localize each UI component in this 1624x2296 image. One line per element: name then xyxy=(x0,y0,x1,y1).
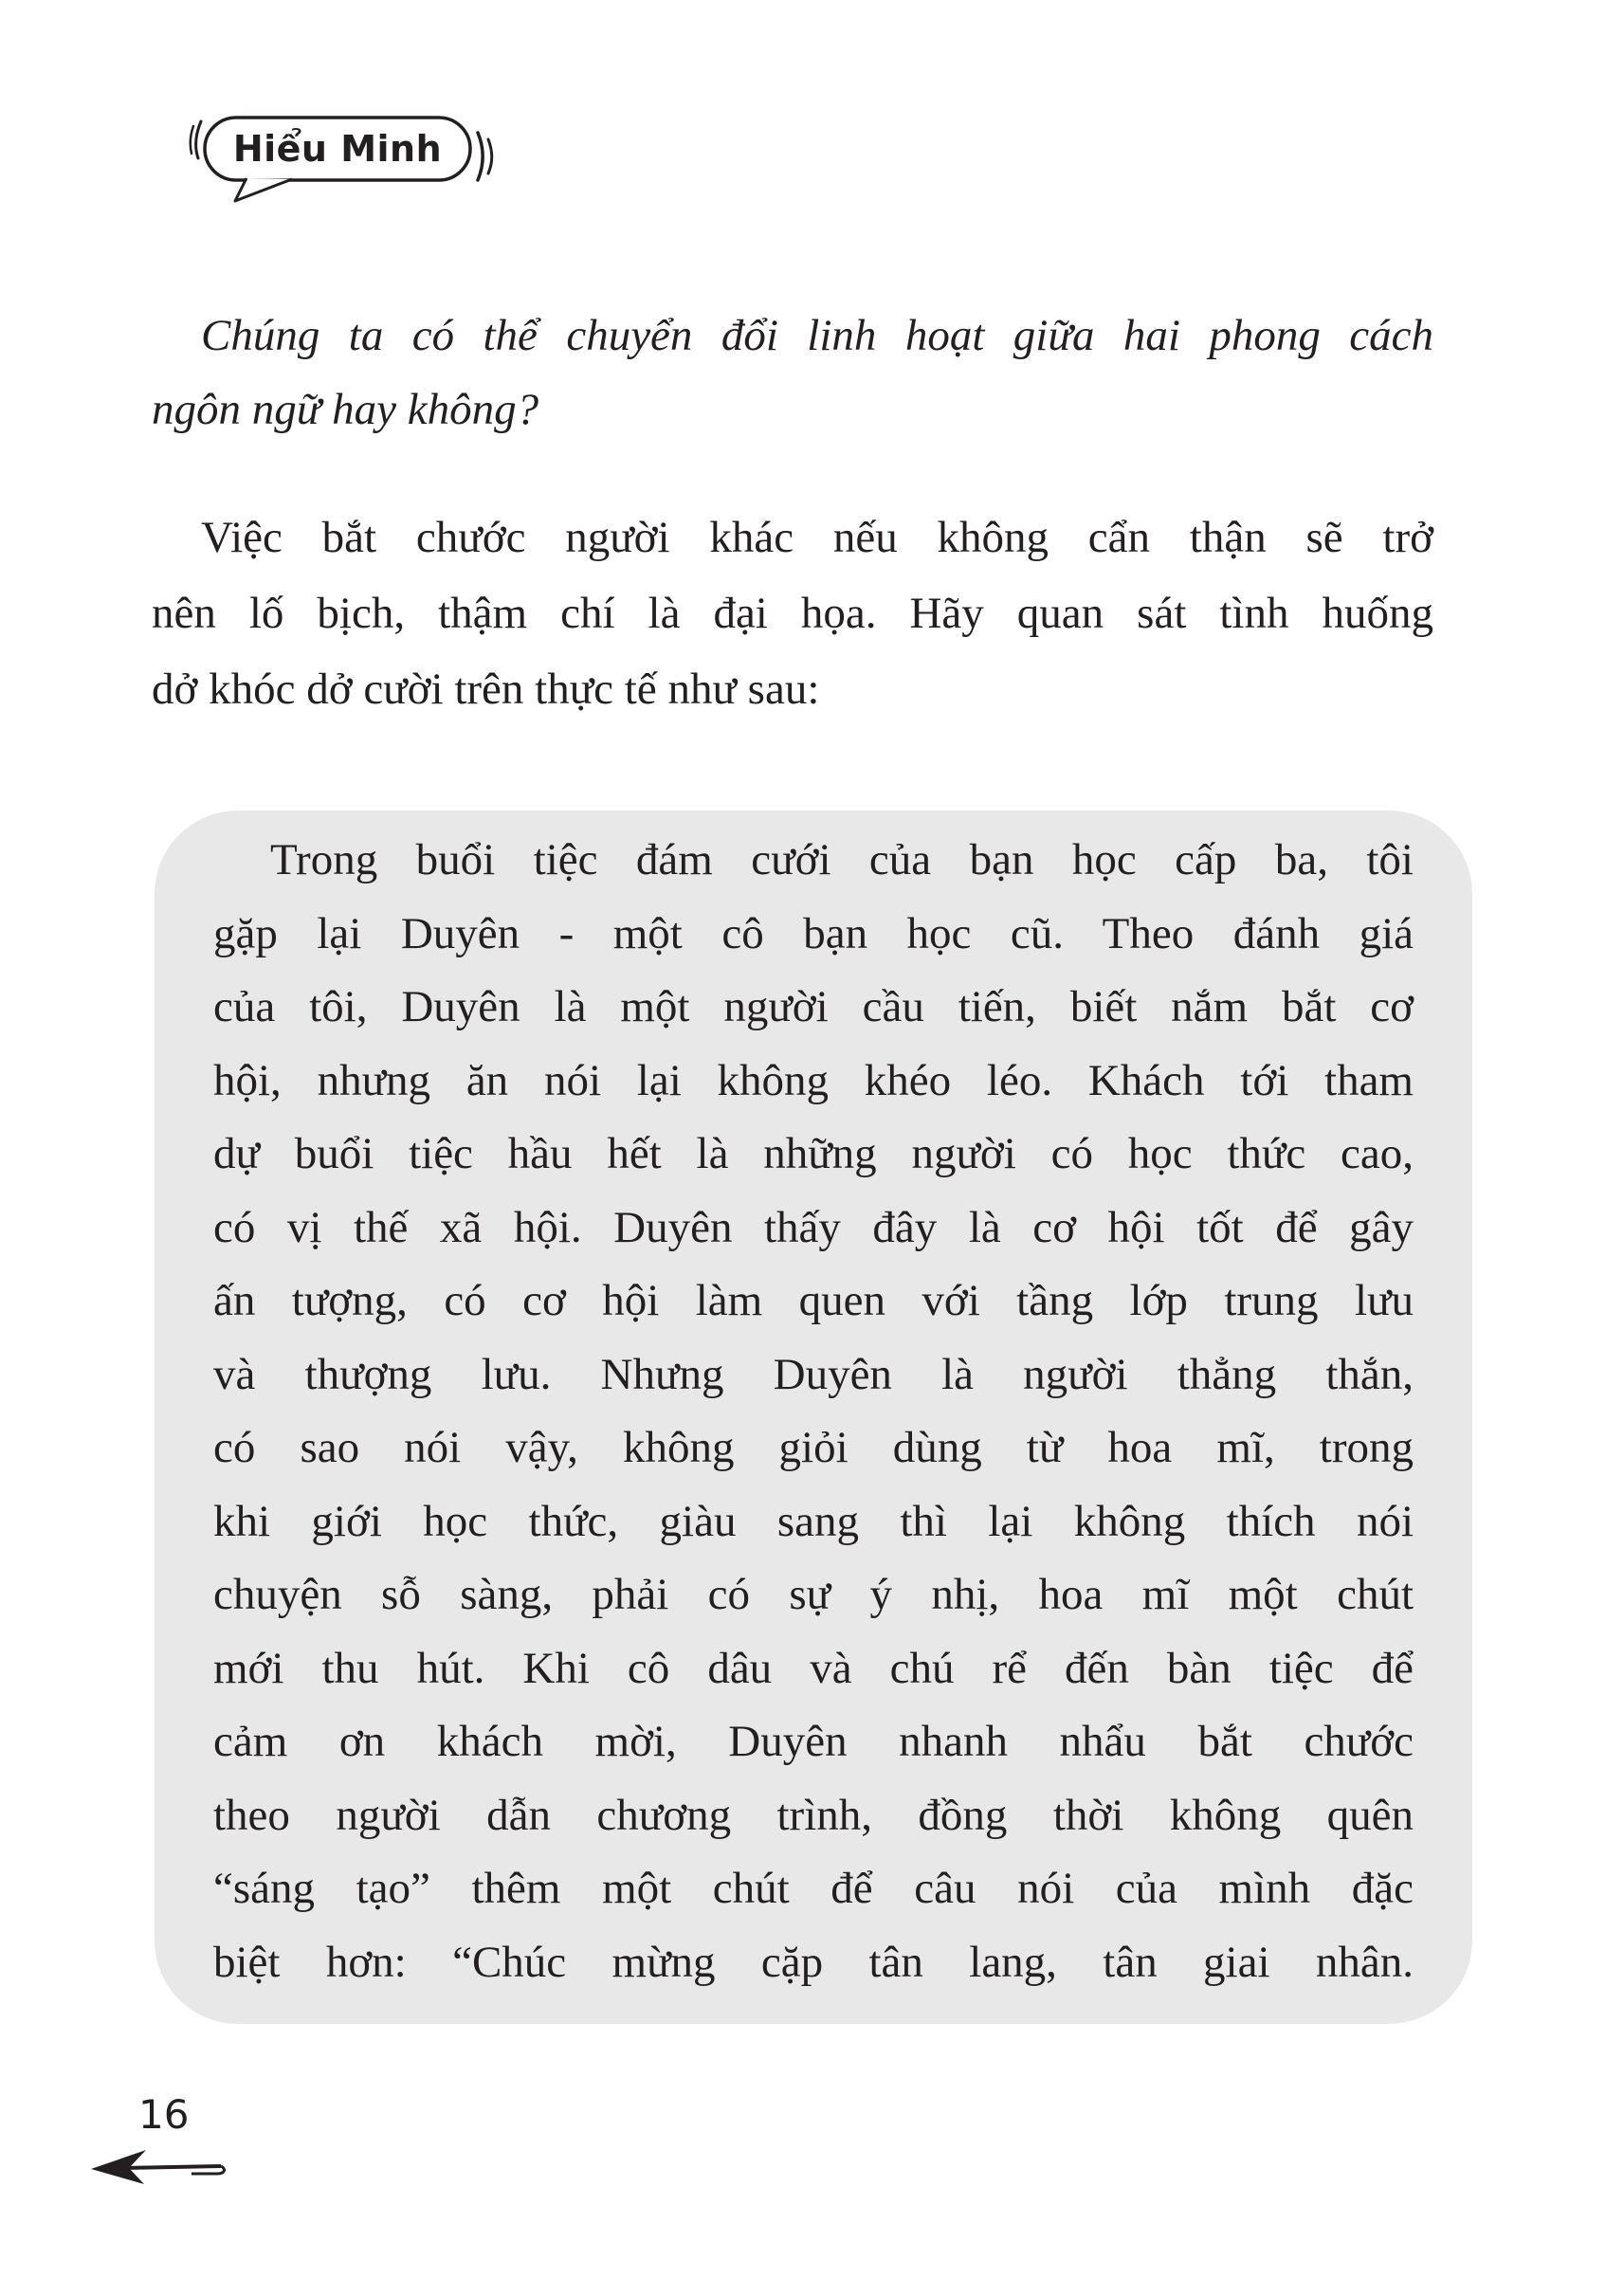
text-line: và thượng lưu. Nhưng Duyên là người thẳng thắn, xyxy=(213,1349,1414,1399)
text-line: có sao nói vậy, không giỏi dùng từ hoa mĩ, trong xyxy=(213,1423,1414,1472)
page-arrow-icon xyxy=(87,2142,229,2192)
text-line: chuyện sỗ sàng, phải có sự ý nhị, hoa mĩ một chút xyxy=(213,1570,1414,1619)
text-line: biệt hơn: “Chúc mừng cặp tân lang, tân giai nhân. xyxy=(213,1937,1414,1987)
text-line: mới thu hút. Khi cô dâu và chú rể đến bàn tiệc để xyxy=(213,1643,1414,1693)
text-line: “sáng tạo” thêm một chút để câu nói của mình đặc xyxy=(213,1864,1414,1913)
page-number: 16 xyxy=(138,2091,190,2138)
text-line: Việc bắt chước người khác nếu không cẩn thận sẽ trở xyxy=(201,513,1433,562)
story-box xyxy=(155,811,1472,2024)
text-line: ngôn ngữ hay không? xyxy=(152,385,539,434)
lead-question xyxy=(152,299,1433,446)
text-line: hội, nhưng ăn nói lại không khéo léo. Khách tới tham xyxy=(213,1055,1414,1105)
story-text xyxy=(213,824,1414,1999)
text-line: Trong buổi tiệc đám cưới của bạn học cấp ba, tôi xyxy=(270,835,1414,884)
text-line: của tôi, Duyên là một người cầu tiến, biết nắm bắt cơ xyxy=(213,982,1414,1031)
text-line: gặp lại Duyên - một cô bạn học cũ. Theo đánh giá xyxy=(213,908,1414,958)
text-line: Chúng ta có thể chuyển đổi linh hoạt giữa hai phong cách xyxy=(201,311,1433,360)
text-line: cảm ơn khách mời, Duyên nhanh nhẩu bắt chước xyxy=(213,1717,1414,1766)
intro-paragraph xyxy=(152,500,1433,727)
text-line: dở khóc dở cười trên thực tế như sau: xyxy=(152,665,820,714)
text-line: ấn tượng, có cơ hội làm quen với tầng lớp trung lưu xyxy=(213,1276,1414,1325)
author-name: Hiểu Minh xyxy=(232,128,443,170)
text-line: nên lố bịch, thậm chí là đại họa. Hãy quan sát tình huống xyxy=(152,589,1433,638)
text-line: dự buổi tiệc hầu hết là những người có học thức cao, xyxy=(213,1129,1414,1178)
author-speech-bubble xyxy=(188,106,515,225)
text-line: theo người dẫn chương trình, đồng thời không quên xyxy=(213,1790,1414,1840)
text-line: có vị thế xã hội. Duyên thấy đây là cơ hội tốt để gây xyxy=(213,1202,1414,1252)
text-line: khi giới học thức, giàu sang thì lại không thích nói xyxy=(213,1496,1414,1546)
